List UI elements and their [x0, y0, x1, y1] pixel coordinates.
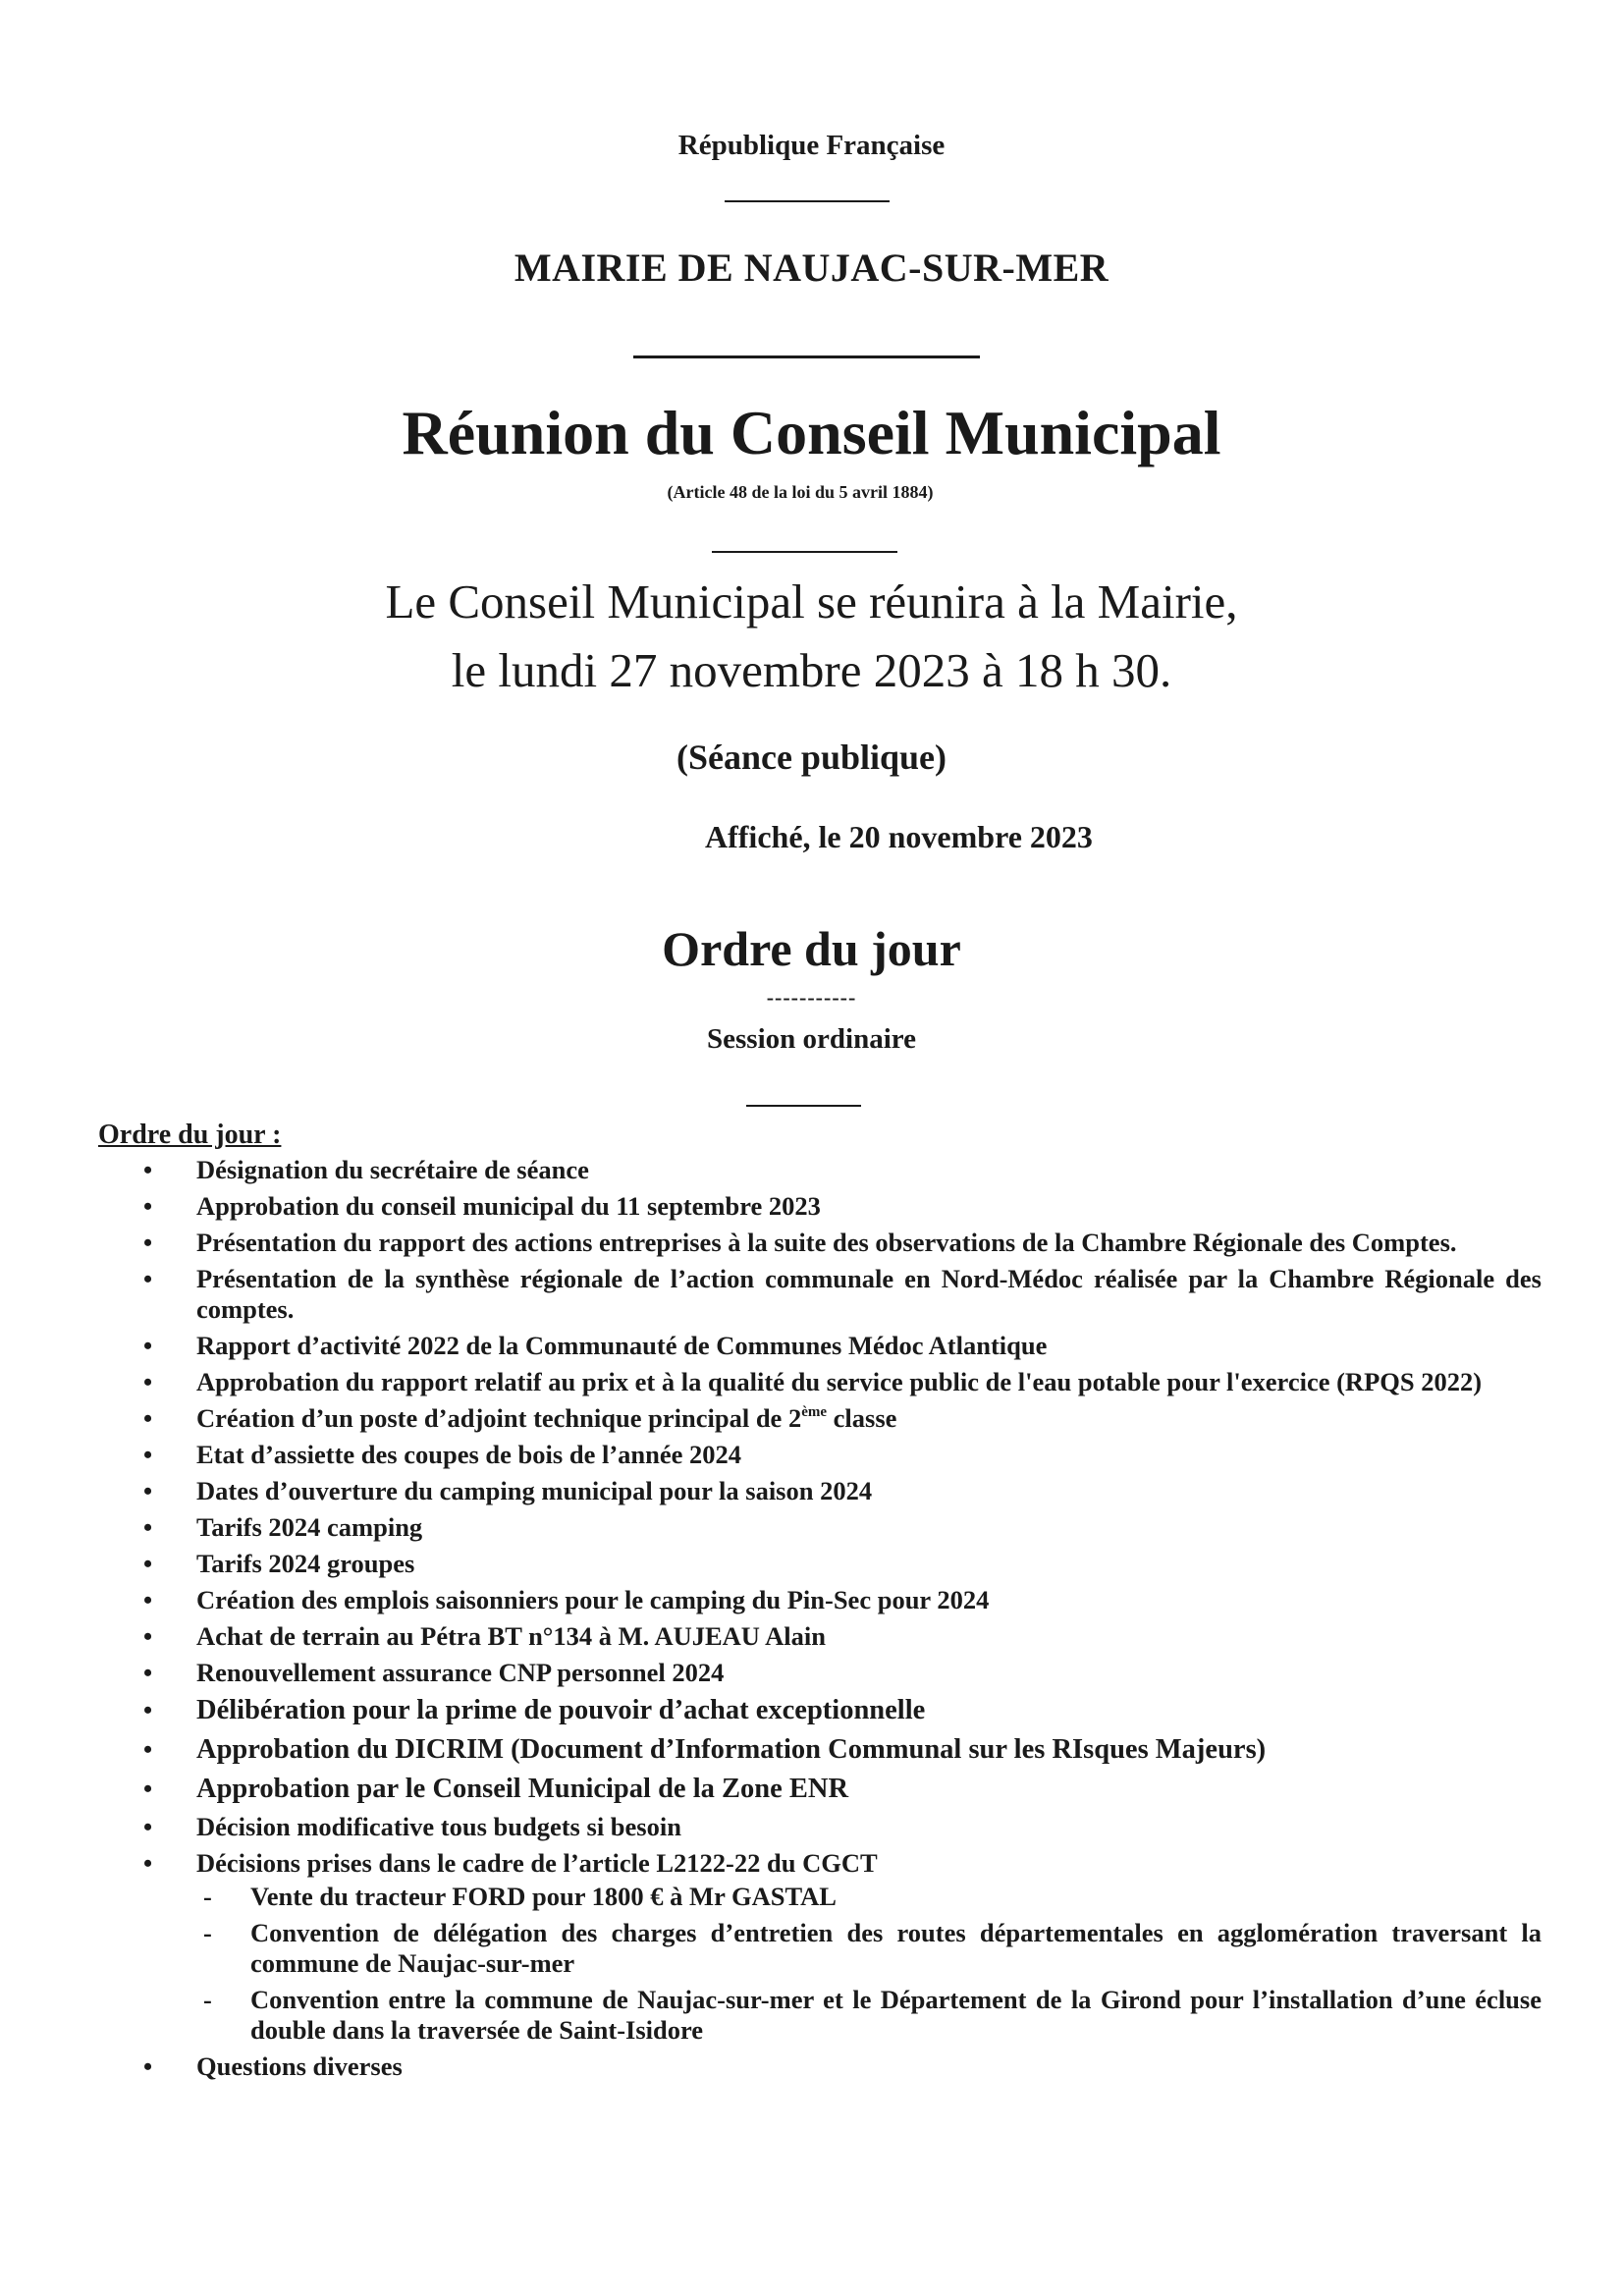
agenda-item — [98, 1812, 1542, 1842]
seance-publique: (Séance publique) — [676, 738, 947, 777]
bullet-icon: • — [143, 1441, 153, 1469]
agenda-item-text: Rapport d’activité 2022 de la Communauté de Communes Médoc Atlantique — [196, 1331, 1048, 1360]
agenda-item — [98, 1549, 1542, 1579]
poste-text-end: classe — [827, 1403, 897, 1433]
agenda-item-text — [196, 1403, 896, 1433]
dash-icon: - — [203, 1985, 212, 2014]
meeting-title: Réunion du Conseil Municipal — [402, 398, 1221, 467]
agenda-heading: Ordre du jour : — [98, 1120, 282, 1150]
republique-heading: République Française — [677, 130, 946, 161]
agenda-item-text: Désignation du secrétaire de séance — [196, 1155, 589, 1184]
bullet-icon: • — [143, 1265, 153, 1293]
agenda-item-text: Création des emplois saisonniers pour le camping du Pin-Sec pour 2024 — [196, 1585, 990, 1614]
agenda-item — [98, 1694, 1542, 1727]
agenda-item — [98, 1773, 1542, 1806]
ordinal-suffix: ème — [801, 1404, 828, 1420]
agenda-item-text: Approbation du DICRIM (Document d’Information Communal sur les RIsques Majeurs) — [196, 1734, 1267, 1765]
agenda-list — [98, 1155, 1542, 2082]
announcement-line-1: Le Conseil Municipal se réunira à la Mairie, — [385, 574, 1238, 629]
session-type: Session ordinaire — [707, 1023, 916, 1055]
agenda-item — [98, 2051, 1542, 2082]
agenda-item — [98, 1331, 1542, 1361]
agenda-item — [98, 1403, 1542, 1434]
agenda-item-text: Approbation du conseil municipal du 11 septembre 2023 — [196, 1191, 821, 1221]
divider-2 — [633, 355, 980, 358]
agenda-item-text: Présentation de la synthèse régionale de l’action communale en Nord-Médoc réalisée par la Chambre Régionale des comptes. — [196, 1264, 1542, 1324]
sub-agenda-item — [199, 1985, 1542, 2046]
agenda-item-text: Tarifs 2024 camping — [196, 1512, 423, 1542]
agenda-item — [98, 1476, 1542, 1506]
agenda-item — [98, 1191, 1542, 1222]
agenda-item — [98, 1658, 1542, 1688]
bullet-icon: • — [143, 1192, 153, 1221]
sub-agenda-item-text: Convention entre la commune de Naujac-sur-mer et le Département de la Girond pour l’installation d’une écluse double dans la traversée de Saint-Isidore — [250, 1985, 1542, 2045]
bullet-icon: • — [143, 1813, 153, 1841]
agenda-item-text: Décisions prises dans le cadre de l’article L2122-22 du CGCT — [196, 1848, 878, 1878]
bullet-icon: • — [143, 1477, 153, 1505]
agenda-item-text: Approbation par le Conseil Municipal de la Zone ENR — [196, 1774, 849, 1804]
agenda-item — [98, 1155, 1542, 1185]
agenda-item-text: Etat d’assiette des coupes de bois de l’année 2024 — [196, 1440, 742, 1469]
sub-agenda-item-text: Vente du tracteur FORD pour 1800 € à Mr GASTAL — [250, 1882, 837, 1911]
agenda-section — [98, 1120, 1542, 2088]
agenda-item — [98, 1367, 1542, 1397]
bullet-icon: • — [143, 1332, 153, 1360]
divider-1 — [725, 200, 890, 202]
dashed-separator: ----------- — [766, 985, 857, 1010]
divider-4 — [746, 1105, 861, 1107]
bullet-icon: • — [143, 1659, 153, 1687]
sub-agenda-item — [199, 1918, 1542, 1979]
agenda-item — [98, 1621, 1542, 1652]
bullet-icon: • — [143, 1404, 153, 1433]
agenda-title: Ordre du jour — [662, 921, 961, 976]
mairie-heading: MAIRIE DE NAUJAC-SUR-MER — [514, 246, 1109, 290]
agenda-item-text: Achat de terrain au Pétra BT n°134 à M. AUJEAU Alain — [196, 1621, 826, 1651]
agenda-item-text: Approbation du rapport relatif au prix et à la qualité du service public de l'eau potable pour l'exercice (RPQS 2022) — [196, 1367, 1483, 1396]
bullet-icon: • — [143, 1229, 153, 1257]
announcement-line-2: le lundi 27 novembre 2023 à 18 h 30. — [451, 643, 1172, 697]
bullet-icon: • — [143, 1696, 153, 1724]
bullet-icon: • — [143, 1735, 153, 1764]
bullet-icon: • — [143, 1368, 153, 1396]
bullet-icon: • — [143, 1550, 153, 1578]
agenda-item-text: Tarifs 2024 groupes — [196, 1549, 415, 1578]
posted-date: Affiché, le 20 novembre 2023 — [705, 819, 1093, 854]
agenda-item-text: Renouvellement assurance CNP personnel 2024 — [196, 1658, 725, 1687]
bullet-icon: • — [143, 1513, 153, 1542]
bullet-icon: • — [143, 1622, 153, 1651]
agenda-item — [98, 1848, 1542, 2046]
bullet-icon: • — [143, 1586, 153, 1614]
dash-icon: - — [203, 1882, 212, 1911]
agenda-item-text: Délibération pour la prime de pouvoir d’achat exceptionnelle — [196, 1695, 926, 1725]
agenda-item-text: Questions diverses — [196, 2051, 403, 2081]
agenda-item-text: Présentation du rapport des actions entreprises à la suite des observations de la Chambre Régionale des Comptes. — [196, 1228, 1457, 1257]
sub-agenda-item-text: Convention de délégation des charges d’entretien des routes départementales en agglomération traversant la commune de Naujac-sur-mer — [250, 1918, 1542, 1978]
agenda-item — [98, 1228, 1542, 1258]
bullet-icon: • — [143, 2052, 153, 2081]
bullet-icon: • — [143, 1775, 153, 1803]
article-reference: (Article 48 de la loi du 5 avril 1884) — [667, 482, 934, 502]
agenda-item — [98, 1733, 1542, 1767]
agenda-item-text: Décision modificative tous budgets si besoin — [196, 1812, 681, 1841]
agenda-item — [98, 1264, 1542, 1325]
sub-agenda-list — [196, 1882, 1542, 2046]
divider-3 — [712, 551, 897, 553]
dash-icon: - — [203, 1918, 212, 1947]
bullet-icon: • — [143, 1156, 153, 1184]
agenda-item-text: Dates d’ouverture du camping municipal pour la saison 2024 — [196, 1476, 873, 1505]
agenda-item — [98, 1512, 1542, 1543]
poste-text: Création d’un poste d’adjoint technique principal de 2 — [196, 1403, 802, 1433]
agenda-item — [98, 1440, 1542, 1470]
bullet-icon: • — [143, 1849, 153, 1878]
sub-agenda-item — [199, 1882, 1542, 1912]
agenda-item — [98, 1585, 1542, 1615]
